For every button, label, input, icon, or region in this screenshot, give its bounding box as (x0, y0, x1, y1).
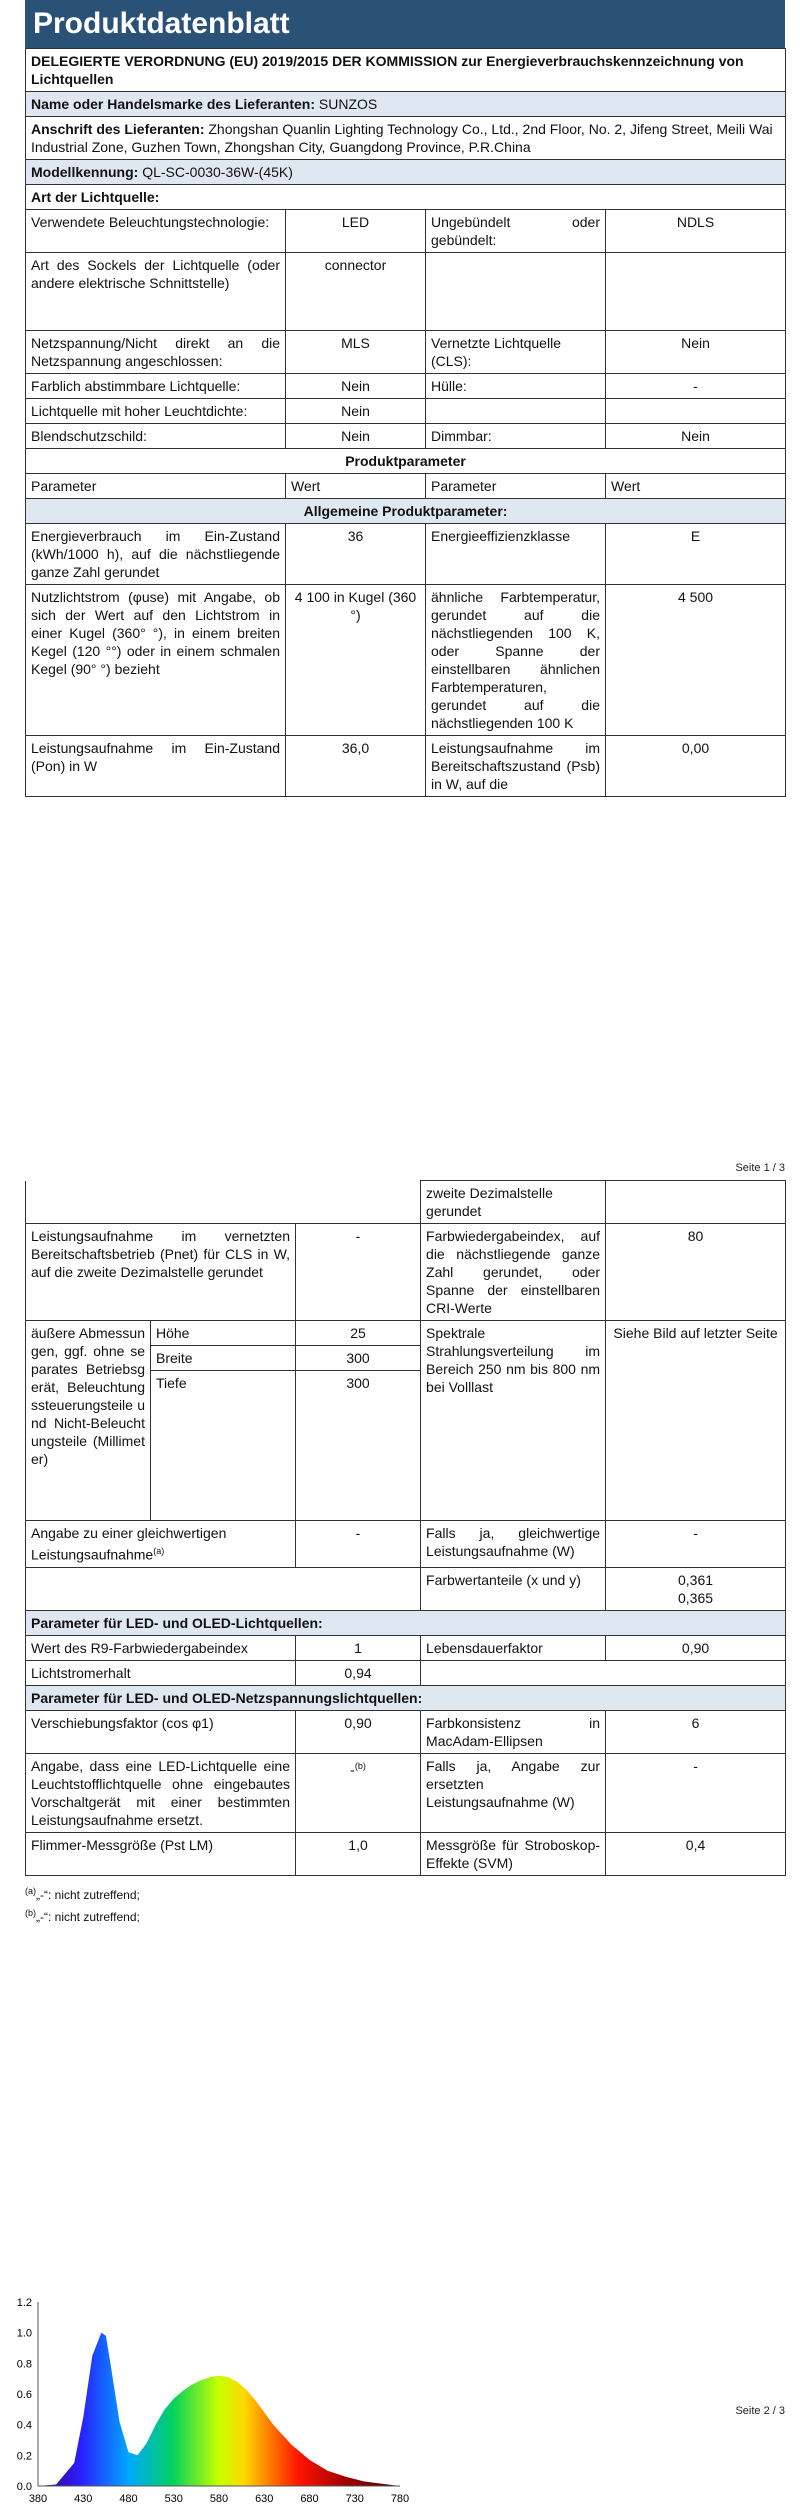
cell-value (606, 253, 786, 331)
footnote-a (25, 1882, 785, 1904)
energy-class-label: Energieeffizienzklasse (426, 524, 606, 585)
cell-label (426, 253, 606, 331)
r9-label: Wert des R9-Farbwiedergabeindex (26, 1635, 296, 1660)
x-tick-label: 580 (209, 2493, 229, 2505)
spd-value: Siehe Bild auf letzter Seite (606, 1321, 786, 1521)
table-row (26, 1660, 786, 1685)
y-tick-label: 0.6 (16, 2389, 32, 2401)
x-axis-ticks (29, 2493, 409, 2505)
footnote-b (25, 1904, 785, 1926)
footnote-b-text: „-“: nicht zutreffend; (36, 1909, 140, 1924)
cell-label: Blendschutzschild: (26, 424, 286, 449)
datasheet-page-1 (25, 0, 785, 797)
y-tick-label: 0.2 (16, 2450, 32, 2463)
page-number-1: Seite 1 / 3 (735, 1162, 785, 1174)
y-tick-label: 1.2 (16, 2297, 32, 2309)
energy-value: 36 (286, 524, 426, 585)
replace-ifyes-label: Falls ja, Angabe zur ersetzten Leistungsaufnahme (W) (421, 1753, 606, 1832)
general-params-heading: Allgemeine Produktparameter: (26, 499, 786, 524)
replace-label: Angabe, dass eine LED-Lichtquelle eine Leuchtstofflichtquelle ohne eingebautes Vorschaltgerät mit einer bestimmten Leistungsaufnahme ersetzt. (26, 1753, 296, 1832)
document-title: Produktdatenblatt (25, 0, 785, 48)
datasheet-page-2 (25, 1180, 785, 1926)
maintenance-value: 0,94 (296, 1660, 421, 1685)
col-header-param: Parameter (26, 474, 286, 499)
cell-value: LED (286, 210, 426, 253)
maintenance-label: Lichtstromerhalt (26, 1660, 296, 1685)
cell-label: Lichtquelle mit hoher Leuchtdichte: (26, 399, 286, 424)
chroma-y: 0,365 (678, 1589, 714, 1606)
dim-width-label: Breite (151, 1346, 296, 1371)
supplier-name-label: Name oder Handelsmarke des Lieferanten: (31, 96, 315, 112)
empty-cell (26, 1181, 421, 1224)
cell-label (426, 399, 606, 424)
led-section-heading: Parameter für LED- und OLED-Lichtquellen: (26, 1610, 786, 1635)
supplier-address-row (26, 117, 786, 160)
energy-label: Energieverbrauch im Ein-Zustand (kWh/1000 h), auf die nächstliegende ganze Zahl gerundet (26, 524, 286, 585)
cct-label: ähnliche Farbtemperatur, gerundet auf die nächstliegenden 100 K, oder Spanne der einstellbaren ähnlichen Farbtemperaturen, gerundet auf die nächstliegenden 100 K (426, 585, 606, 736)
table-row (26, 210, 786, 253)
cell-value: Nein (606, 424, 786, 449)
spd-label: Spektrale Strahlungsverteilung im Bereich 250 nm bis 800 nm bei Volllast (421, 1321, 606, 1521)
lifetime-value: 0,90 (606, 1635, 786, 1660)
table-row (26, 424, 786, 449)
pon-label (26, 736, 286, 797)
cell-label: Vernetzte Lichtquelle (CLS): (426, 331, 606, 374)
y-tick-label: 0.4 (16, 2419, 32, 2432)
flux-value: 4 100 in Kugel (360 °) (286, 585, 426, 736)
page-number-2: Seite 2 / 3 (735, 2405, 785, 2417)
flux-label: Nutzlichtstrom (φuse) mit Angabe, ob sich der Wert auf den Lichtstrom in einer Kugel (360° °), in einem breiten Kegel (120 °°) oder in einem schmalen Kegel (90° °) bezieht (26, 585, 286, 736)
table-row (26, 374, 786, 399)
datasheet-table-1 (25, 48, 786, 797)
cell-label: Ungebündelt oder gebündelt: (426, 210, 606, 253)
cell-label: Farblich abstimmbare Lichtquelle: (26, 374, 286, 399)
flicker-value: 1,0 (296, 1832, 421, 1875)
lifetime-label: Lebensdauerfaktor (421, 1635, 606, 1660)
regulation-title: DELEGIERTE VERORDNUNG (EU) 2019/2015 DER KOMMISSION zur Energieverbrauchskennzeichnung von Lichtquellen (26, 49, 786, 92)
pon-label-text: Leistungsaufnahme im Ein-Zustand (Pon) in W (31, 740, 280, 774)
cri-value: 80 (606, 1224, 786, 1321)
dim-depth-label: Tiefe (151, 1371, 296, 1521)
cell-value: connector (286, 253, 426, 331)
svm-label: Messgröße für Stroboskop-Effekte (SVM) (421, 1832, 606, 1875)
footnote-ref-b: (b) (354, 1760, 366, 1771)
pon-value: 36,0 (286, 736, 426, 797)
table-row (26, 1832, 786, 1875)
table-row (26, 1567, 786, 1610)
cos-label: Verschiebungsfaktor (cos φ1) (26, 1710, 296, 1753)
x-tick-label: 780 (390, 2493, 410, 2505)
dim-height-label: Höhe (151, 1321, 296, 1346)
macadam-value: 6 (606, 1710, 786, 1753)
cell-value: Nein (286, 374, 426, 399)
empty-cell (26, 1567, 421, 1610)
table-row (26, 524, 786, 585)
supplier-name: SUNZOS (318, 96, 378, 112)
empty-cell (421, 1660, 786, 1685)
macadam-label: Farbkonsistenz in MacAdam-Ellipsen (421, 1710, 606, 1753)
model-label: Modellkennung: (31, 164, 139, 180)
empty-cell (606, 1181, 786, 1224)
table-row (26, 1321, 786, 1346)
footnotes (25, 1882, 785, 1926)
model-row (26, 160, 786, 185)
table-row (26, 331, 786, 374)
y-tick-label: 0.8 (16, 2358, 32, 2371)
dim-depth-value: 300 (296, 1371, 421, 1521)
cct-value: 4 500 (606, 585, 786, 736)
equiv-label-text: Angabe zu einer gleichwertigen Leistungsaufnahme (31, 1525, 227, 1563)
table-row (26, 1635, 786, 1660)
r9-value: 1 (296, 1635, 421, 1660)
col-header-value-2: Wert (606, 474, 786, 499)
cell-label: Hülle: (426, 374, 606, 399)
equiv-value: - (296, 1521, 421, 1568)
chroma-label: Farbwertanteile (x und y) (421, 1567, 606, 1610)
product-params-heading: Produktparameter (26, 449, 786, 474)
cell-value: Nein (606, 331, 786, 374)
cri-label: Farbwiedergabeindex, auf die nächstliegende ganze Zahl gerundet, oder Spanne der einstellbaren CRI-Werte (421, 1224, 606, 1321)
energy-class-value: E (606, 524, 786, 585)
psb-value: 0,00 (606, 736, 786, 797)
supplier-address: Zhongshan Quanlin Lighting Technology Co., Ltd., 2nd Floor, No. 2, Jifeng Street, Meili Wai Industrial Zone, Guzhen Town, Zhongshan City, Guangdong Province, P.R.China (31, 121, 773, 155)
col-header-value: Wert (286, 474, 426, 499)
footnote-a-text: „-“: nicht zutreffend; (36, 1887, 140, 1902)
cell-value (606, 399, 786, 424)
supplier-address-label: Anschrift des Lieferanten: (31, 121, 205, 137)
cell-value: Nein (286, 399, 426, 424)
spectrum-chart-svg (0, 2290, 420, 2510)
pnet-label: Leistungsaufnahme im vernetzten Bereitschaftsbetrieb (Pnet) für CLS in W, auf die zweite Dezimalstelle gerundet (26, 1224, 296, 1321)
footnote-ref-a: (a) (153, 1546, 165, 1556)
y-tick-label: 0.0 (16, 2481, 32, 2493)
table-row (26, 1521, 786, 1568)
equiv-label (26, 1521, 296, 1568)
y-tick-label: 1.0 (16, 2327, 32, 2340)
flicker-label: Flimmer-Messgröße (Pst LM) (26, 1832, 296, 1875)
footnote-a-mark: (a) (25, 1885, 36, 1896)
table-row (26, 253, 786, 331)
equiv-ifyes-label: Falls ja, gleichwertige Leistungsaufnahme (W) (421, 1521, 606, 1568)
replace-ifyes-value: - (606, 1753, 786, 1832)
dims-label: äußere Abmessungen, ggf. ohne separates Betriebsgerät, Beleuchtungssteuerungsteile und Nicht-Beleuchtungsteile (Millimeter) (26, 1321, 151, 1521)
cos-value: 0,90 (296, 1710, 421, 1753)
table-row (26, 1710, 786, 1753)
table-row (26, 1181, 786, 1224)
cell-label: Dimmbar: (426, 424, 606, 449)
spectrum-chart (0, 2290, 420, 2510)
table-row (26, 399, 786, 424)
supplier-name-row (26, 92, 786, 117)
pnet-value: - (296, 1224, 421, 1321)
cell-value: NDLS (606, 210, 786, 253)
x-tick-label: 680 (300, 2493, 319, 2505)
col-header-param-2: Parameter (426, 474, 606, 499)
svm-value: 0,4 (606, 1832, 786, 1875)
y-axis-ticks (17, 2297, 32, 2493)
table-row (26, 736, 786, 797)
cell-value: - (606, 374, 786, 399)
column-header-row (26, 474, 786, 499)
equiv-ifyes-value: - (606, 1521, 786, 1568)
psb-label-cont: zweite Dezimalstelle gerundet (421, 1181, 606, 1224)
dim-width-value: 300 (296, 1346, 421, 1371)
cell-value: MLS (286, 331, 426, 374)
x-tick-label: 380 (28, 2493, 48, 2505)
cell-label: Art des Sockels der Lichtquelle (oder andere elektrische Schnittstelle) (26, 253, 286, 331)
mains-section-heading: Parameter für LED- und OLED-Netzspannungslichtquellen: (26, 1685, 786, 1710)
model-id: QL-SC-0030-36W-(45K) (142, 164, 293, 180)
x-tick-label: 730 (345, 2493, 364, 2505)
cell-value: Nein (286, 424, 426, 449)
datasheet-table-2 (25, 1180, 786, 1876)
light-source-type-heading: Art der Lichtquelle: (26, 185, 786, 210)
spectrum-area-series (38, 2333, 400, 2486)
table-row (26, 1753, 786, 1832)
replace-value (296, 1753, 421, 1832)
chroma-values (606, 1567, 786, 1610)
cell-label: Netzspannung/Nicht direkt an die Netzspannung angeschlossen: (26, 331, 286, 374)
x-tick-label: 430 (74, 2493, 93, 2505)
replace-value-text: - (350, 1761, 355, 1778)
psb-label: Leistungsaufnahme im Bereitschaftszustand (Psb) in W, auf die (426, 736, 606, 797)
chroma-x: 0,361 (678, 1571, 714, 1588)
x-tick-label: 480 (119, 2493, 138, 2505)
table-row (26, 1224, 786, 1321)
cell-label: Verwendete Beleuchtungstechnologie: (26, 210, 286, 253)
x-tick-label: 530 (164, 2493, 183, 2505)
x-tick-label: 630 (255, 2493, 274, 2505)
dim-height-value: 25 (296, 1321, 421, 1346)
table-row (26, 585, 786, 736)
footnote-b-mark: (b) (25, 1907, 36, 1918)
